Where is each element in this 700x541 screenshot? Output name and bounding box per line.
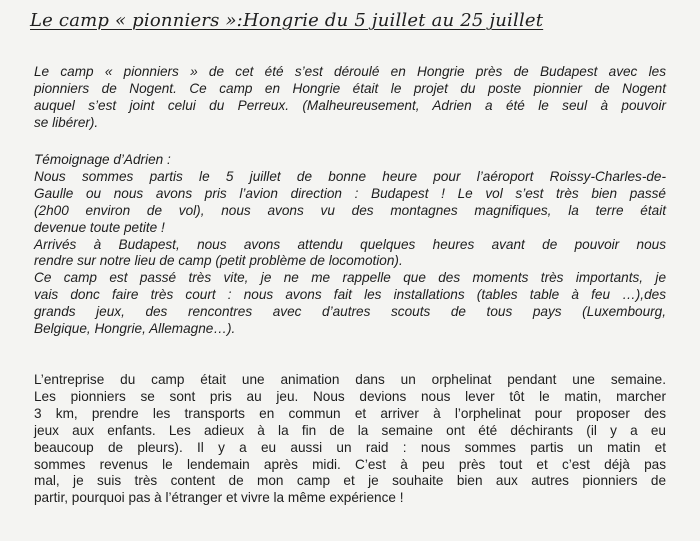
intro-line: pionniers de Nogent. Ce camp en Hongrie était le projet du poste pionnier de Nogent — [34, 80, 666, 96]
testimony-line: Nous sommes partis le 5 juillet de bonne heure pour l’aéroport Roissy-Charles-de- — [34, 168, 666, 184]
testimony-line: beaucoup de pleurs). Il y a eu aussi un raid : nous sommes partis un matin et — [34, 439, 666, 455]
testimony-line: grands jeux, des rencontres avec d’autres scouts de tous pays (Luxembourg, — [34, 304, 666, 320]
testimony-line: partir, pourquoi pas à l’étranger et vivre la même expérience ! — [34, 490, 404, 506]
intro-line: auquel s’est joint celui du Perreux. (Malheureusement, Adrien a été le seul à pouvoir — [34, 97, 666, 113]
intro-paragraph — [34, 64, 666, 132]
testimony-line: Arrivés à Budapest, nous avons attendu quelques heures avant de pouvoir nous — [34, 236, 666, 252]
intro-line: Le camp « pionniers » de cet été s’est déroulé en Hongrie près de Budapest avec les — [34, 64, 666, 79]
testimony-line: jeux aux enfants. Les adieux à la fin de la semaine ont été déchirants (il y a eu — [34, 422, 666, 438]
testimony-heading: Témoignage d’Adrien : — [34, 152, 171, 167]
testimony-line: (2h00 environ de vol), nous avons vu des montagnes magnifiques, la terre était — [34, 202, 666, 218]
testimony-line: L’entreprise du camp était une animation dans un orphelinat pendant une semaine. — [34, 372, 666, 387]
testimony-line: 3 km, prendre les transports en commun et arriver à l’orphelinat pour proposer des — [34, 405, 666, 421]
intro-line: se libérer). — [34, 114, 99, 130]
testimony-line: Ce camp est passé très vite, je ne me rappelle que des moments très importants, je — [34, 270, 666, 286]
testimony-line: mal, je suis très content de mon camp et je souhaite bien aux autres pionniers de — [34, 473, 666, 489]
testimony-line: Gaulle ou nous avons pris l’avion direction : Budapest ! Le vol s’est très bien passé — [34, 185, 666, 201]
testimony-line: vais donc faire très court : nous avons fait les installations (tables table à feu …),des — [34, 287, 666, 303]
testimony-line: devenue toute petite ! — [34, 219, 165, 235]
testimony-plain-block — [34, 372, 666, 507]
testimony-line: Belgique, Hongrie, Allemagne…). — [34, 321, 236, 337]
document-title: Le camp « pionniers »:Hongrie du 5 juillet au 25 juillet — [30, 10, 544, 31]
testimony-line: Les pionniers se sont pris au jeu. Nous devions nous lever tôt le matin, marcher — [34, 388, 666, 404]
testimony-italic-block — [34, 152, 666, 338]
testimony-line: rendre sur notre lieu de camp (petit problème de locomotion). — [34, 253, 403, 269]
testimony-line: sommes revenus le lendemain après midi. C’est à peu près tout et c’est déjà pas — [34, 456, 666, 472]
